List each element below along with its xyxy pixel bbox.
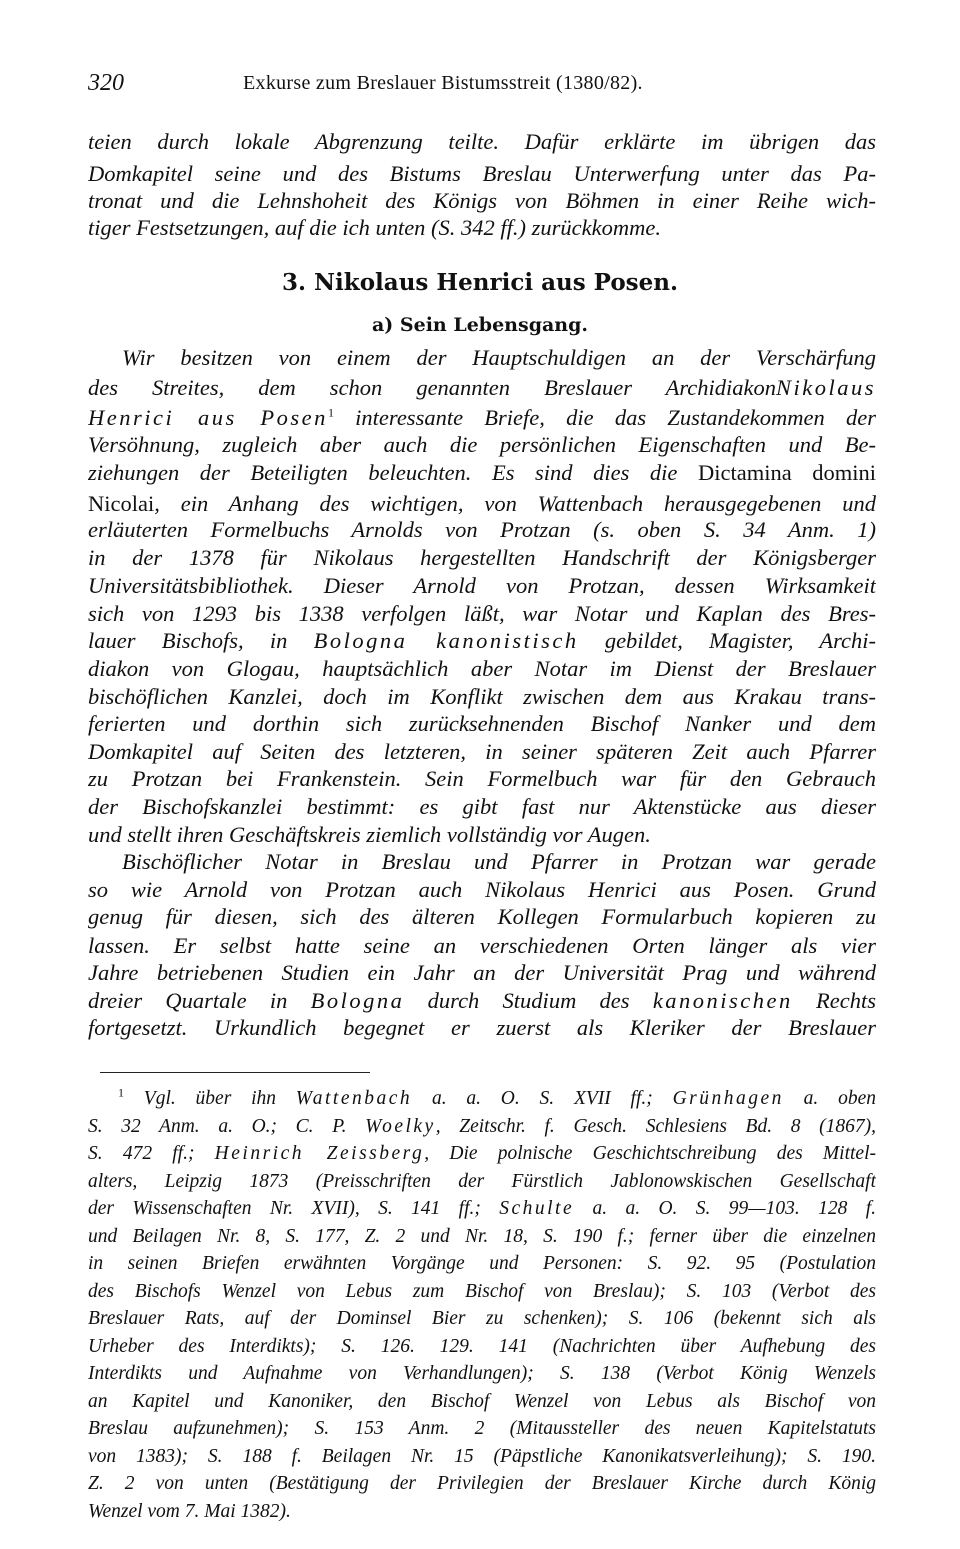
footnote-line: von 1383); S. 188 f. Beilagen Nr. 15 (Päpstliche Kanonikatsverleihung); S. 190. xyxy=(88,1445,876,1467)
footnote-line: $^1$ Vgl. über ihn Wattenbach a. a. O. S. XVII ff.; Grünhagen a. oben xyxy=(118,1086,876,1109)
footnote-line: Breslauer Rats, auf der Dominsel Bier zu schenken); S. 106 (bekennt sich als xyxy=(88,1308,876,1329)
text-line: Bischöflicher Notar in Breslau und Pfarrer in Protzan war gerade xyxy=(122,849,876,874)
spaced-text: Bologna kanonistisch xyxy=(313,628,579,653)
text-line: sich von 1293 bis 1338 verfolgen läßt, war Notar und Kaplan des Bres- xyxy=(88,601,876,626)
footnote-line: und Beilagen Nr. 8, S. 177, Z. 2 und Nr. 18, S. 190 f.; ferner über die einzelnen xyxy=(88,1225,876,1247)
text-line: diakon von Glogau, hauptsächlich aber Notar im Dienst der Breslauer xyxy=(88,656,876,681)
footnote-line: der Wissenschaften Nr. XVII), S. 141 ff.; Schulte a. a. O. S. 99—103. 128 f. xyxy=(88,1198,876,1219)
footnote-marker: 1 xyxy=(327,405,334,420)
text-line: lauer Bischofs, in Bologna kanonistisch gebildet, Magister, Archi- xyxy=(88,628,876,653)
text-line: bischöflichen Kanzlei, doch im Konflikt zwischen dem aus Krakau trans- xyxy=(88,684,876,709)
section-title: 3. Nikolaus Henrici aus Posen. xyxy=(282,269,678,296)
text-line: der Bischofskanzlei bestimmt: es gibt fast nur Aktenstücke aus dieser xyxy=(88,794,876,819)
upright-title: Dictamina domini xyxy=(697,460,876,485)
footnote-rule xyxy=(100,1072,370,1073)
footnote-line: in seinen Briefen erwähnten Vorgänge und Personen: S. 92. 95 (Postulation xyxy=(88,1253,876,1274)
text-line: Wir besitzen von einem der Hauptschuldigen an der Verschärfung xyxy=(122,345,876,370)
footnote-line: Wenzel vom 7. Mai 1382). xyxy=(88,1500,291,1522)
text-line: des Streites, dem schon genannten Breslauer ArchidiakonNikolaus xyxy=(88,375,876,400)
footnote-line: des Bischofs Wenzel von Lebus zum Bischof von Breslau); S. 103 (Verbot des xyxy=(88,1280,876,1302)
text-line: fortgesetzt. Urkundlich begegnet er zuerst als Kleriker der Breslauer xyxy=(88,1015,876,1040)
footnote-line: Interdikts und Aufnahme von Verhandlungen); S. 138 (Verbot König Wenzels xyxy=(88,1363,876,1384)
page-number: 320 xyxy=(88,70,124,96)
footnote-line: Breslau aufzunehmen); S. 153 Anm. 2 (Mitaussteller des neuen Kapitelstatuts xyxy=(88,1418,876,1439)
text-line: Henrici aus Posen$^1$ interessante Briefe, die das Zustandekommen der xyxy=(88,405,876,430)
text-line: Domkapitel auf Seiten des letzteren, in seiner späteren Zeit auch Pfarrer xyxy=(88,739,876,764)
text-line: Nicolai, ein Anhang des wichtigen, von Wattenbach herausgegebenen und xyxy=(88,491,876,516)
spaced-text: Bologna xyxy=(310,988,405,1013)
text-line: ferierten und dorthin sich zurücksehnenden Bischof Nanker und dem xyxy=(88,711,876,736)
text-line: tiger Festsetzungen, auf die ich unten (S. 342 ff.) zurückkomme. xyxy=(88,215,662,240)
text-line: und stellt ihren Geschäftskreis ziemlich vollständig vor Augen. xyxy=(88,822,651,847)
footnote-line: an Kapitel und Kanoniker, den Bischof Wenzel von Lebus als Bischof von xyxy=(88,1390,876,1412)
upright-title: Nicolai xyxy=(88,491,155,516)
text-line: lassen. Er selbst hatte seine an verschiedenen Orten länger als vier xyxy=(88,933,876,958)
text-line: zu Protzan bei Frankenstein. Sein Formelbuch war für den Gebrauch xyxy=(88,766,876,791)
text-line: ziehungen der Beteiligten beleuchten. Es sind dies die Dictamina domini xyxy=(88,460,876,485)
text-line: Jahre betriebenen Studien ein Jahr an der Universität Prag und während xyxy=(88,960,876,985)
text-line: Universitätsbibliothek. Dieser Arnold von Protzan, dessen Wirksamkeit xyxy=(88,573,876,598)
footnote-line: alters, Leipzig 1873 (Preisschriften der Fürstlich Jablonowskischen Gesellschaft xyxy=(88,1170,876,1192)
text-line: dreier Quartale in Bologna durch Studium des kanonischen Rechts xyxy=(88,988,876,1013)
spaced-name: Nikolaus xyxy=(775,375,876,400)
footnote-number: 1 xyxy=(118,1086,124,1100)
subsection-title: a) Sein Lebensgang. xyxy=(371,314,588,336)
running-title: Exkurse zum Breslauer Bistumsstreit (1380/82). xyxy=(243,72,643,94)
text-line: in der 1378 für Nikolaus hergestellten Handschrift der Königsberger xyxy=(88,545,876,570)
text-line: Versöhnung, zugleich aber auch die persönlichen Eigenschaften und Be- xyxy=(88,432,876,457)
text-line: tronat und die Lehnshoheit des Königs von Böhmen in einer Reihe wich- xyxy=(88,188,876,213)
footnote-line: Urheber des Interdikts); S. 126. 129. 141 (Nachrichten über Aufhebung des xyxy=(88,1335,876,1357)
text-line: genug für diesen, sich des älteren Kollegen Formularbuch kopieren zu xyxy=(88,904,876,929)
footnote-line: Z. 2 von unten (Bestätigung der Privilegien der Breslauer Kirche durch König xyxy=(88,1473,876,1494)
text-line: teien durch lokale Abgrenzung teilte. Dafür erklärte im übrigen das xyxy=(88,129,876,154)
text-line: so wie Arnold von Protzan auch Nikolaus Henrici aus Posen. Grund xyxy=(88,877,876,902)
text-line: erläuterten Formelbuchs Arnolds von Protzan (s. oben S. 34 Anm. 1) xyxy=(88,517,876,542)
spaced-text: kanonischen xyxy=(652,988,793,1013)
spaced-name: Henrici aus Posen xyxy=(88,405,328,430)
text-line: Domkapitel seine und des Bistums Breslau Unterwerfung unter das Pa- xyxy=(88,161,876,186)
footnote-line: S. 472 ff.; Heinrich Zeissberg, Die polnische Geschichtschreibung des Mittel- xyxy=(88,1143,876,1164)
footnote-line: S. 32 Anm. a. O.; C. P. Woelky, Zeitschr. f. Gesch. Schlesiens Bd. 8 (1867), xyxy=(88,1115,876,1137)
